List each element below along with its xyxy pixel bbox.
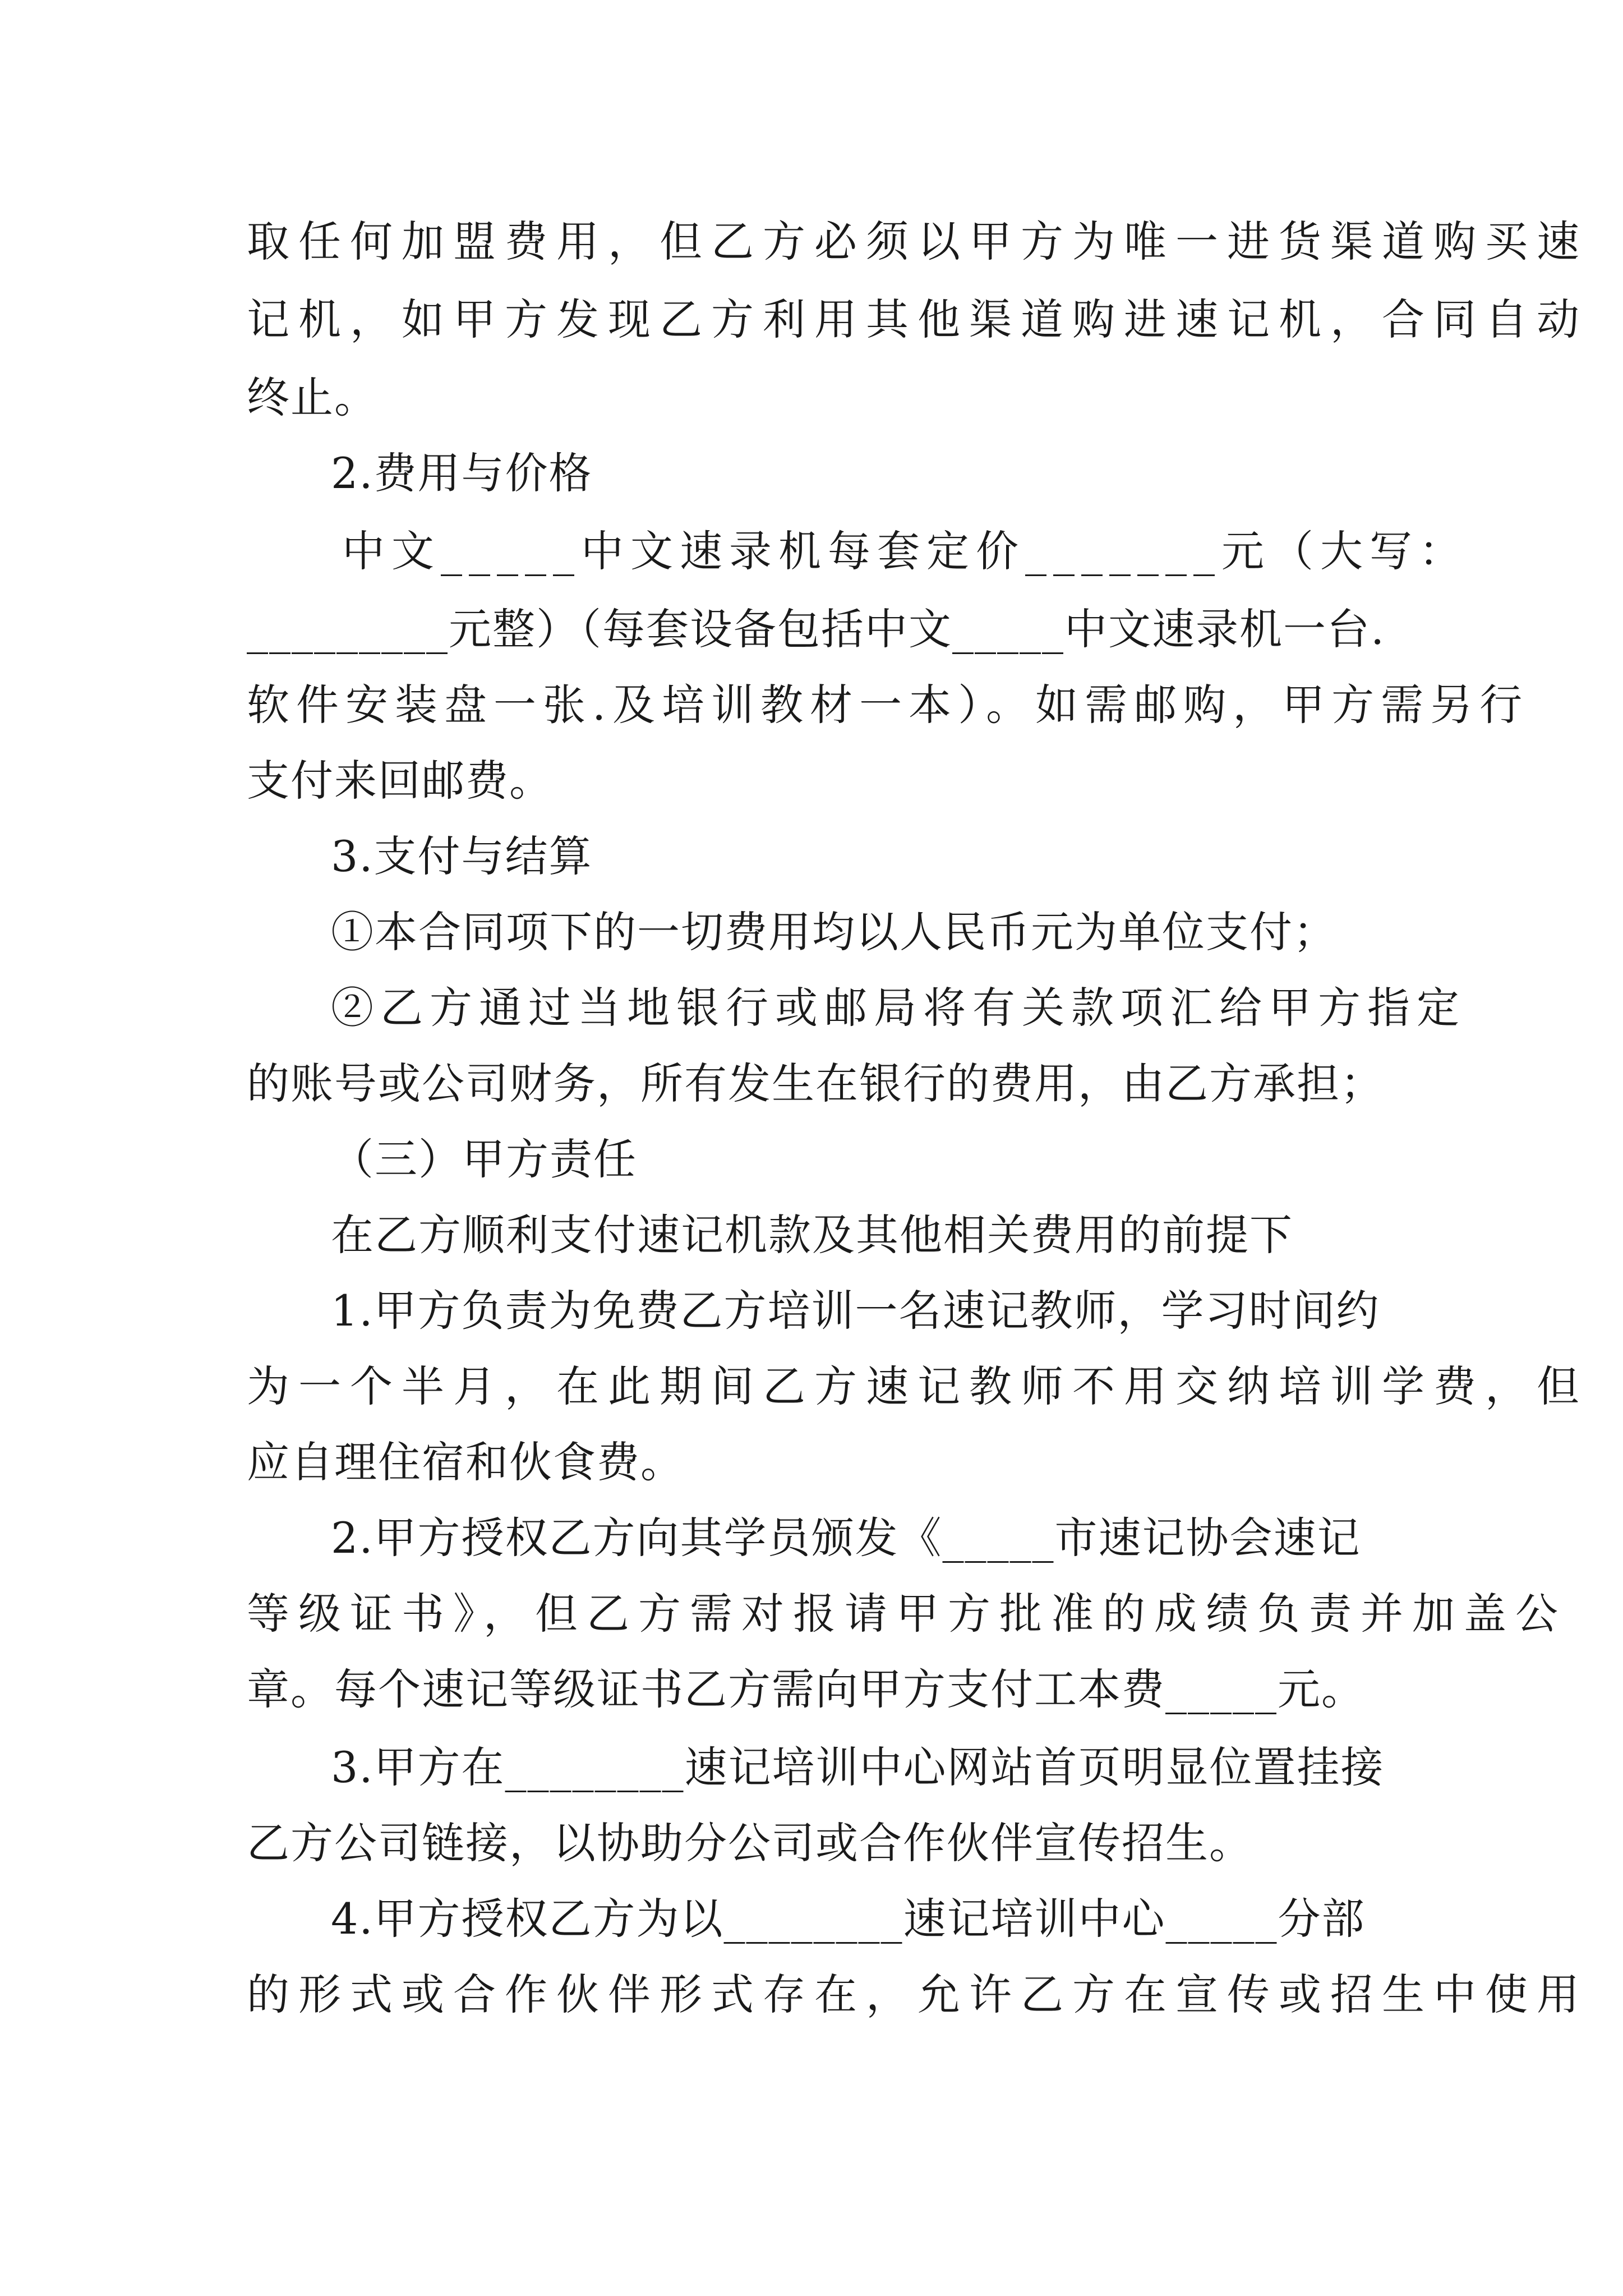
paragraph-line: 支付来回邮费。 bbox=[247, 756, 553, 806]
paragraph-line: 为一个半月，在此期间乙方速记教师不用交纳培训学费，但 bbox=[247, 1361, 1588, 1411]
paragraph-line: 终止。 bbox=[247, 372, 378, 422]
paragraph-line: ②乙方通过当地银行或邮局将有关款项汇给甲方指定 bbox=[331, 983, 1466, 1033]
paragraph-line: _________元整）（每套设备包括中文_____中文速录机一台. bbox=[247, 604, 1386, 654]
paragraph-line: 软件安装盘一张.及培训教材一本）。如需邮购，甲方需另行 bbox=[247, 680, 1529, 730]
paragraph-line: 4.甲方授权乙方为以________速记培训中心_____分部 bbox=[331, 1894, 1366, 1944]
paragraph-line: 等级证书》，但乙方需对报请甲方批准的成绩负责并加盖公 bbox=[247, 1589, 1567, 1639]
paragraph-line: 的形式或合作伙伴形式存在，允许乙方在宣传或招生中使用 bbox=[247, 1970, 1588, 2019]
paragraph-line: 1.甲方负责为免费乙方培训一名速记教师，学习时间约 bbox=[331, 1286, 1380, 1336]
paragraph-line: 乙方公司链接，以协助分公司或合作伙伴宣传招生。 bbox=[247, 1818, 1253, 1868]
paragraph-line: 在乙方顺利支付速记机款及其他相关费用的前提下 bbox=[331, 1210, 1293, 1260]
paragraph-line: ①本合同项下的一切费用均以人民币元为单位支付； bbox=[331, 907, 1337, 957]
paragraph-line: 章。每个速记等级证书乙方需向甲方支付工本费_____元。 bbox=[247, 1664, 1365, 1714]
paragraph-line: 3.甲方在________速记培训中心网站首页明显位置挂接 bbox=[331, 1742, 1385, 1792]
paragraph-line: 取任何加盟费用，但乙方必须以甲方为唯一进货渠道购买速 bbox=[247, 217, 1588, 266]
section-heading: 2.费用与价格 bbox=[331, 448, 593, 498]
paragraph-line: 2.甲方授权乙方向其学员颁发《_____市速记协会速记 bbox=[331, 1513, 1361, 1563]
paragraph-line: 记机，如甲方发现乙方利用其他渠道购进速记机，合同自动 bbox=[247, 295, 1588, 344]
section-heading: 3.支付与结算 bbox=[331, 831, 593, 881]
paragraph-line: 应自理住宿和伙食费。 bbox=[247, 1437, 684, 1487]
paragraph-line: 中文_____中文速录机每套定价_______元（大写： bbox=[342, 526, 1468, 576]
paragraph-line: 的账号或公司财务，所有发生在银行的费用，由乙方承担； bbox=[247, 1059, 1384, 1108]
section-heading: （三）甲方责任 bbox=[331, 1134, 637, 1184]
